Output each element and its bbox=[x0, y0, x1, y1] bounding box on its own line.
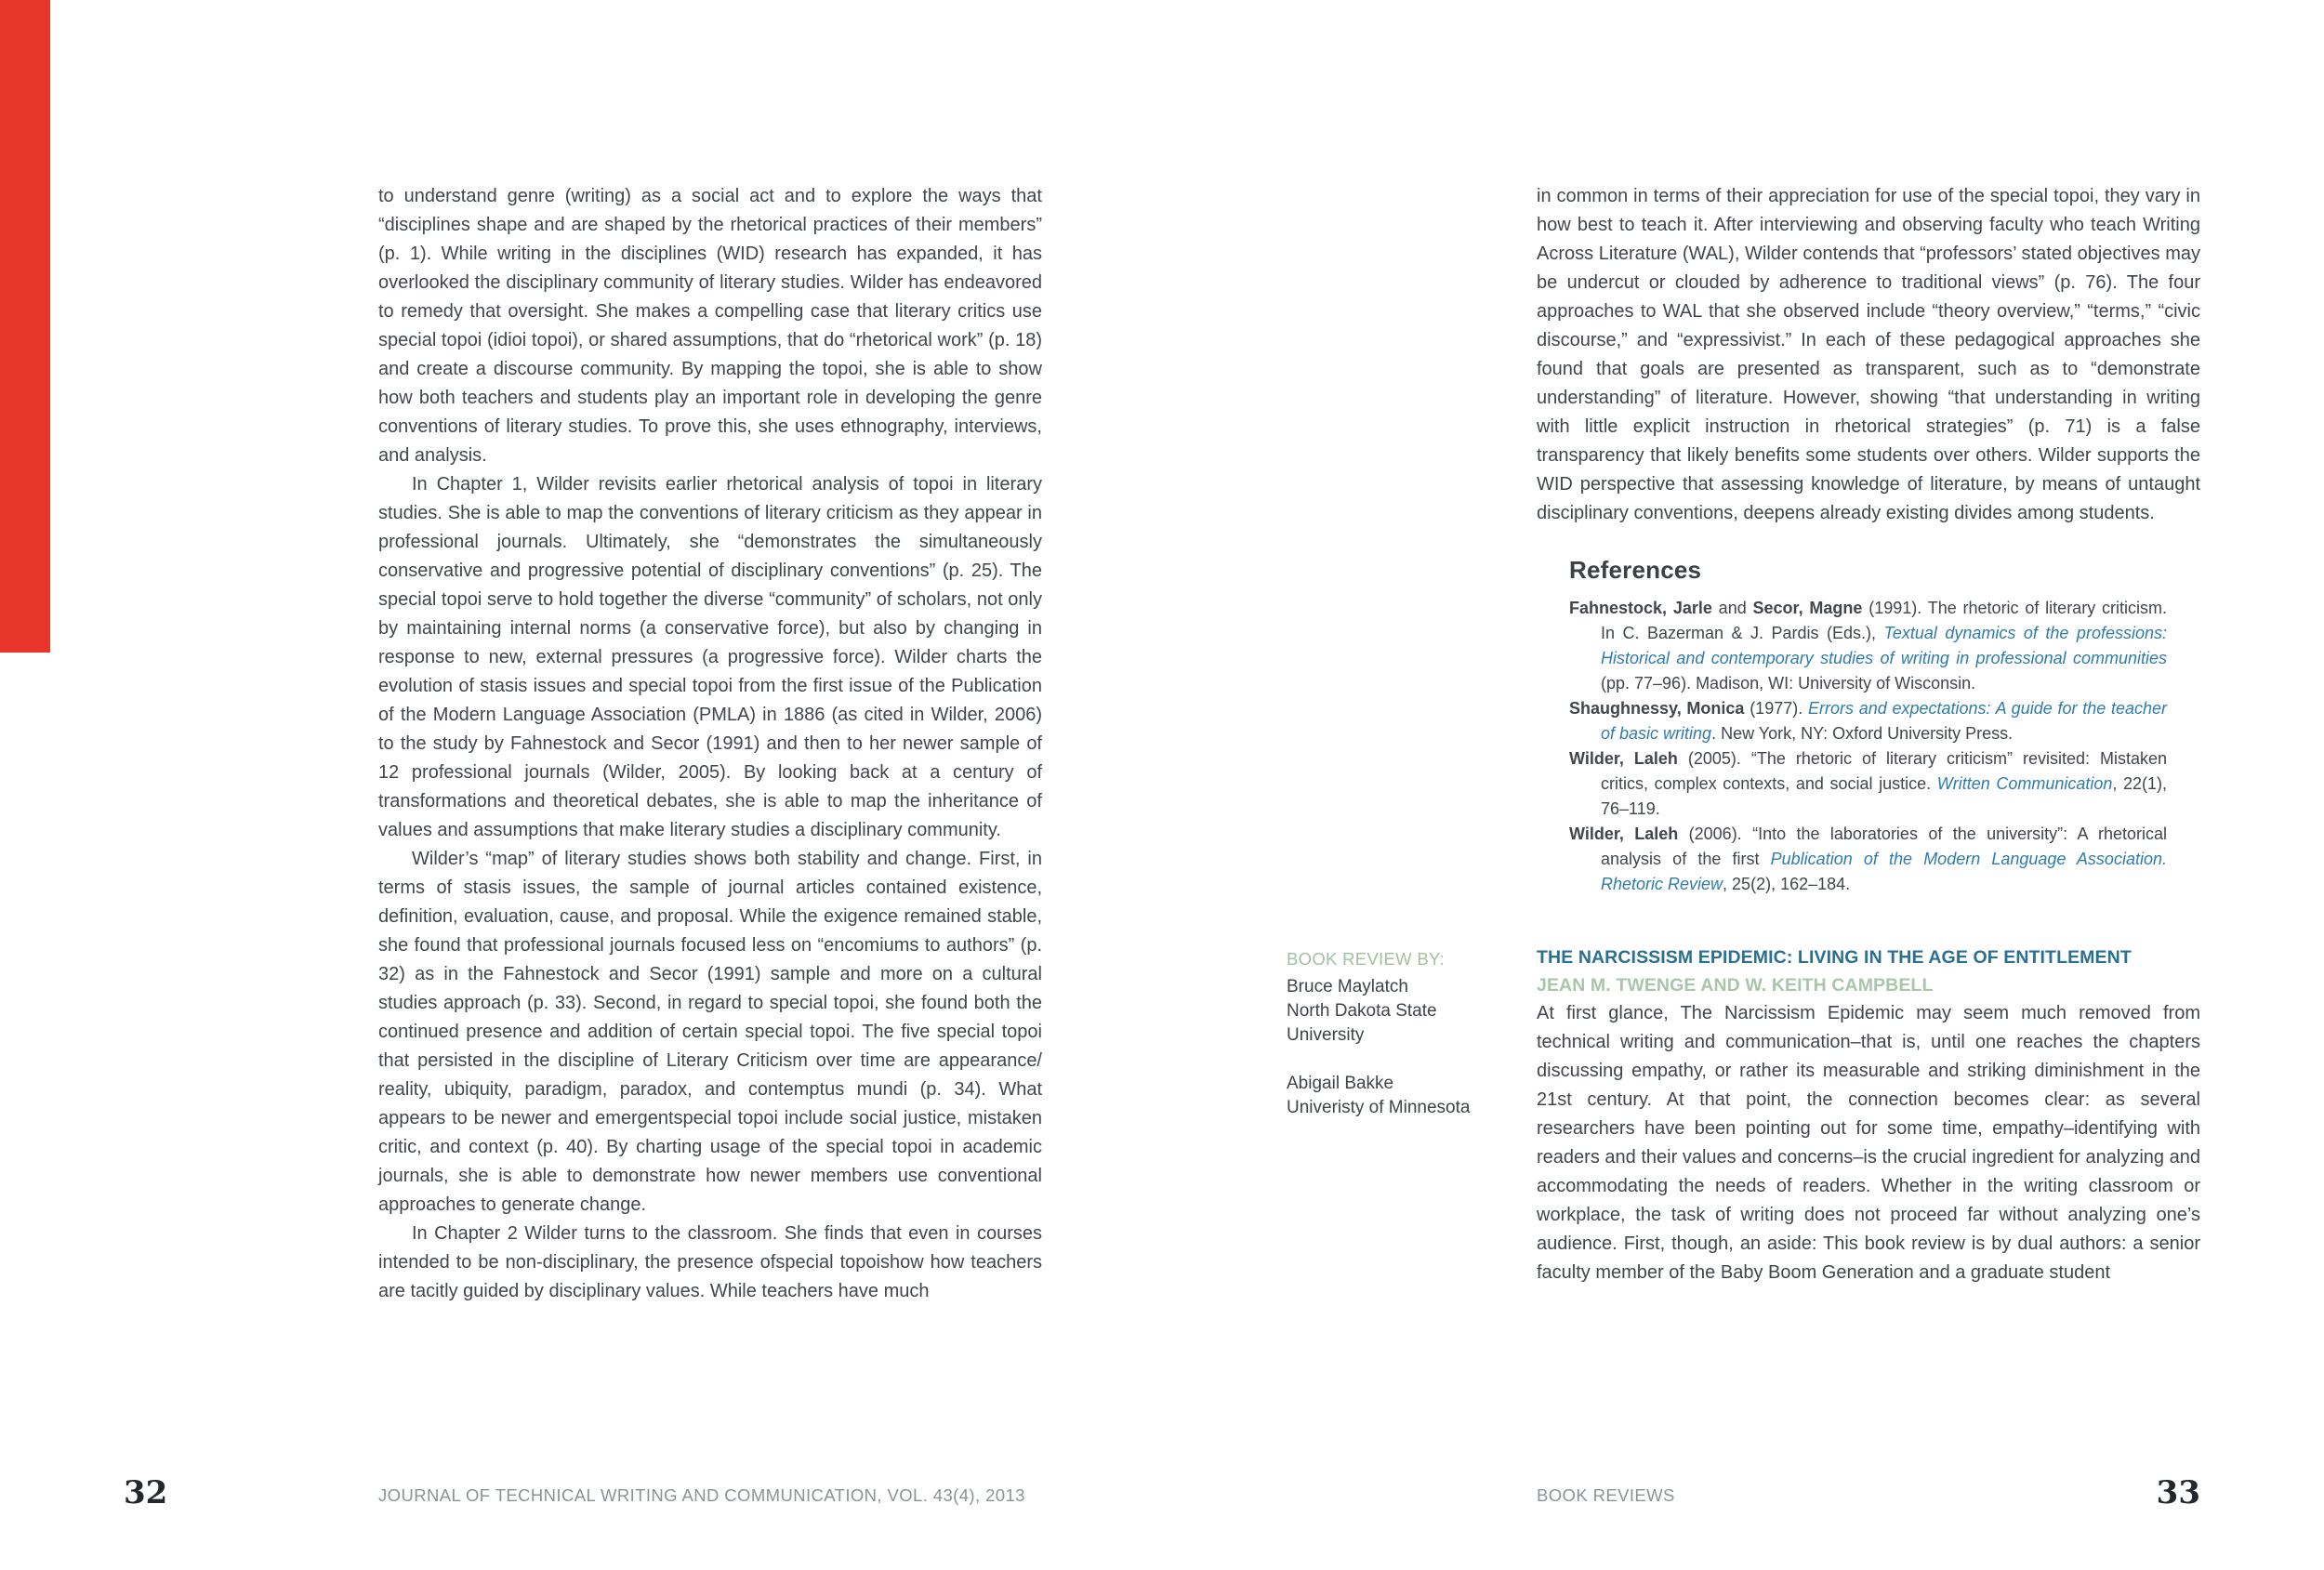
reference-entry bbox=[1569, 746, 2167, 822]
right-running-footer: BOOK REVIEWS bbox=[1537, 1485, 1675, 1505]
reviewer-affiliation: Univeristy of Minnesota bbox=[1287, 1098, 1471, 1117]
reference-text-segment: Fahnestock, Jarle bbox=[1569, 599, 1712, 617]
reference-text-segment: (1991). The rhetoric of literary criticism. In C. Bazerman & J. Pardis (Eds.), bbox=[1601, 599, 2167, 642]
reference-text-segment: Shaughnessy, Monica bbox=[1569, 699, 1745, 718]
red-accent-bar bbox=[0, 0, 50, 653]
review-body-paragraph: At first glance, The Narcissism Epidemic may seem much removed from technical writing and communication–that is, until one reaches the chapters discussing empathy, or rather its measurable and striking diminishment in the 21st century. At that point, the connection becomes clear: as several researchers have been pointing out for some time, empathy–identifying with readers and their values and concerns–is the crucial ingredient for analyzing and accommodating the needs of readers. Whether in the writing classroom or workplace, the task of writing does not proceed far without analyzing one’s audience. First, though, an aside: This book review is by dual authors: a senior faculty member of the Baby Boom Generation and a graduate student bbox=[1537, 1003, 2200, 1283]
reference-text-segment: Secor, Magne bbox=[1752, 599, 1863, 617]
right-page-column bbox=[1287, 182, 2200, 1287]
reference-text-segment: (2006). “Into the laboratories of the university”: A rhetorical analysis of the first bbox=[1601, 825, 2167, 868]
review-byline-label: BOOK REVIEW BY: bbox=[1287, 949, 1446, 969]
reviewer bbox=[1287, 1072, 1502, 1120]
reviewer-affiliation: North Dakota State University bbox=[1287, 1001, 1437, 1045]
body-paragraph: to understand genre (writing) as a social act and to explore the ways that “disciplines shape and are shaped by the rhetorical practices of their members” (p. 1). While writing in the disciplines (WID) research has expanded, it has overlooked the disciplinary community of literary studies. Wilder has endeavored to remedy that oversight. She makes a compelling case that literary critics use special topoi (idioi topoi), or shared assumptions, that do “rhetorical work” (p. 18) and create a discourse community. By mapping the topoi, she is able to show how both teachers and students play an important role in developing the genre conventions of literary studies. To prove this, she uses ethnography, interviews, and analysis. bbox=[378, 186, 1042, 466]
reviewer bbox=[1287, 975, 1502, 1048]
review-title: THE NARCISSISM EPIDEMIC: LIVING IN THE AGE OF ENTITLEMENT bbox=[1537, 947, 2132, 968]
reference-link[interactable]: Publication of the Modern Language Association. Rhetoric Review bbox=[1601, 850, 2167, 893]
reference-entry bbox=[1569, 596, 2167, 696]
reference-entry bbox=[1569, 696, 2167, 746]
page-number-left: 32 bbox=[124, 1474, 168, 1511]
body-paragraph: In Chapter 1, Wilder revisits earlier rhetorical analysis of topoi in literary studies. She is able to map the conventions of literary criticism as they appear in professional journals. Ultimately, she “demonstrates the simultaneously conservative and progressive potential of disciplinary conventions” (p. 25). The special topoi serve to hold together the diverse “community” of scholars, not only by maintaining internal norms (a conservative force), but also by changing in response to new, external pressures (a progressive force). Wilder charts the evolution of stasis issues and special topoi from the first issue of the Publication of the Modern Language Association (PMLA) in 1886 (as cited in Wilder, 2006) to the study by Fahnestock and Secor (1991) and then to her newer sample of 12 professional journals (Wilder, 2005). By looking back at a century of transformations and theoretical debates, she is able to map the inheritance of values and assumptions that make literary studies a disciplinary community. bbox=[378, 474, 1042, 840]
reviewer-name: Bruce Maylatch bbox=[1287, 977, 1408, 996]
reference-text-segment: Wilder, Laleh bbox=[1569, 749, 1678, 768]
reference-link[interactable]: Errors and expectations: A guide for the teacher of basic writing bbox=[1601, 699, 2167, 743]
left-running-footer: JOURNAL OF TECHNICAL WRITING AND COMMUNICATION, VOL. 43(4), 2013 bbox=[378, 1485, 1025, 1505]
body-paragraph: In Chapter 2 Wilder turns to the classroom. She finds that even in courses intended to be non-disciplinary, the presence ofspecial topoishow how teachers are tacitly guided by disciplinary values. While teachers have much bbox=[378, 1223, 1042, 1301]
reference-text-segment: , 22(1), 76–119. bbox=[1601, 774, 2167, 818]
references-section bbox=[1569, 556, 2167, 897]
review-byline bbox=[1287, 947, 1502, 1120]
body-paragraph: in common in terms of their appreciation for use of the special topoi, they vary in how best to teach it. After interviewing and observing faculty who teach Writing Across Literature (WAL), Wilder contends that “professors’ stated objectives may be undercut or clouded by adherence to traditional views” (p. 76). The four approaches to WAL that she observed include “theory overview,” “terms,” “civic discourse,” and “expressivist.” In each of these pedagogical approaches she found that goals are presented as transparent, such as to “demonstrate understanding” of literature. However, showing “that understanding in writing with little explicit instruction in rhetorical strategies” (p. 71) is a false transparency that likely benefits some students over others. Wilder supports the WID perspective that assessing knowledge of literature, by means of untaught disciplinary conventions, deepens already existing divides among students. bbox=[1537, 186, 2200, 523]
reference-text-segment: Wilder, Laleh bbox=[1569, 825, 1679, 843]
review-authors: JEAN M. TWENGE AND W. KEITH CAMPBELL bbox=[1537, 975, 1934, 996]
references-heading: References bbox=[1569, 556, 1702, 584]
body-paragraph: Wilder’s “map” of literary studies shows both stability and change. First, in terms of stasis issues, the sample of journal articles contained existence, definition, evaluation, cause, and proposal. While the exigence remained stable, she found that professional journals focused less on “encomiums to authors” (p. 32) as in the Fahnestock and Secor (1991) sample and more on a cultural studies approach (p. 33). Second, in regard to special topoi, she found both the continued presence and addition of certain special topoi. The five special topoi that persisted in the discipline of Literary Criticism over time are appearance/ reality, ubiquity, paradigm, paradox, and contemptus mundi (p. 34). What appears to be newer and emergentspecial topoi include social justice, mistaken critic, and context (p. 40). By charting usage of the special topoi in academic journals, she is able to demonstrate how newer members use conventional approaches to generate change. bbox=[378, 849, 1042, 1215]
book-review-section bbox=[1287, 943, 2200, 1287]
reference-text-segment: and bbox=[1711, 599, 1753, 617]
left-page-column bbox=[378, 182, 1042, 1306]
reference-text-segment: . New York, NY: Oxford University Press. bbox=[1711, 724, 2014, 743]
reference-text-segment: (2005). “The rhetoric of literary criticism” revisited: Mistaken critics, complex contexts, and social justice. bbox=[1601, 749, 2167, 793]
page-number-right: 33 bbox=[2156, 1474, 2200, 1511]
reference-text-segment: (1977). bbox=[1744, 699, 1808, 718]
reference-text-segment: (pp. 77–96). Madison, WI: University of Wisconsin. bbox=[1601, 674, 1976, 693]
reference-entry bbox=[1569, 822, 2167, 897]
reference-link[interactable]: Written Communication bbox=[1936, 774, 2113, 793]
reference-text-segment: , 25(2), 162–184. bbox=[1723, 875, 1851, 893]
reference-link[interactable]: Textual dynamics of the professions: Historical and contemporary studies of writing in professional communities bbox=[1601, 624, 2167, 667]
reviewer-name: Abigail Bakke bbox=[1287, 1074, 1394, 1093]
